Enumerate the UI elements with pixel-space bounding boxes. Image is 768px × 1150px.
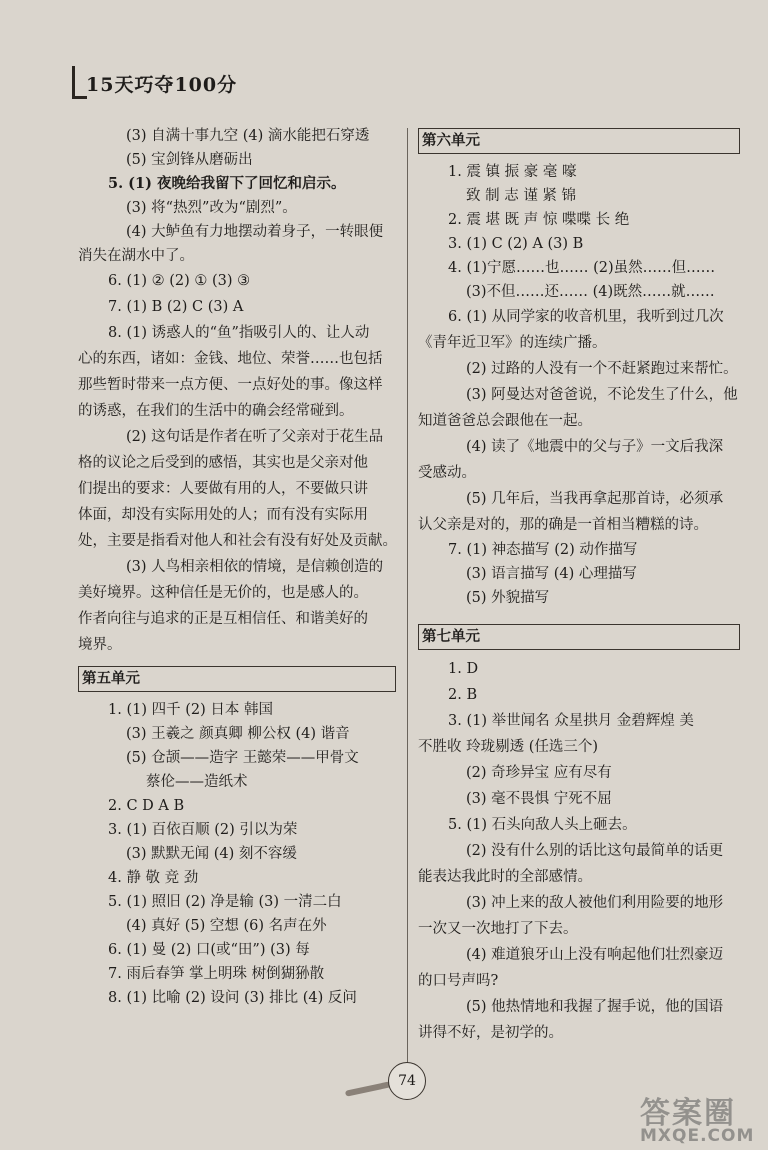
text-line: 消失在湖水中了。 <box>78 248 194 264</box>
text-line: 讲得不好，是初学的。 <box>418 1025 563 1041</box>
text-line: (2) 奇珍异宝 应有尽有 <box>466 765 612 781</box>
text-line: 7. (1) 神态描写 (2) 动作描写 <box>448 542 638 558</box>
text-line: (3) 人鸟相亲相依的情境，是信赖创造的 <box>126 559 384 575</box>
text-line: (3) 王羲之 颜真卿 柳公权 (4) 谐音 <box>126 726 350 742</box>
text-line: (3) 默默无闻 (4) 刻不容缓 <box>126 846 297 862</box>
text-line: 不胜收 玲珑剔透 (任选三个) <box>418 739 599 755</box>
text-line: 受感动。 <box>418 465 476 481</box>
text-line: 1. D <box>448 661 479 677</box>
text-line: 1. (1) 四千 (2) 日本 韩国 <box>108 702 273 718</box>
text-line: (5) 外貌描写 <box>466 590 550 606</box>
text-line: 境界。 <box>78 637 122 653</box>
column-divider <box>407 128 408 1073</box>
unit7-heading: 第七单元 <box>418 624 740 650</box>
text-line: (4) 难道狼牙山上没有响起他们壮烈豪迈 <box>466 947 724 963</box>
text-line: 8. (1) 比喻 (2) 设问 (3) 排比 (4) 反问 <box>108 990 357 1006</box>
text-line: 4. (1)宁愿……也…… (2)虽然……但…… <box>448 260 716 276</box>
text-line: (4) 读了《地震中的父与子》一文后我深 <box>466 439 724 455</box>
text-line: 7. (1) B (2) C (3) A <box>108 299 244 315</box>
text-line: 心的东西，诸如：金钱、地位、荣誉……也包括 <box>78 351 383 367</box>
text-line: 体面，却没有实际用处的人；而有没有实际用 <box>78 507 368 523</box>
text-line: (4) 真好 (5) 空想 (6) 名声在外 <box>126 918 327 934</box>
text-line: 《青年近卫军》的连续广播。 <box>418 335 607 351</box>
text-line: 处，主要是指看对他人和社会有没有好处及贡献。 <box>78 533 397 549</box>
text-line: 2. B <box>448 687 478 703</box>
text-line: 致 制 志 谨 紧 锦 <box>466 188 577 204</box>
left-column <box>78 124 396 1010</box>
book-header <box>72 64 302 104</box>
text-line: (5) 几年后，当我再拿起那首诗，必须承 <box>466 491 724 507</box>
unit5-heading: 第五单元 <box>78 666 396 692</box>
text-line: 5. (1) 夜晚给我留下了回忆和启示。 <box>108 175 346 192</box>
text-line: 4. 静 敬 竞 劲 <box>108 870 199 886</box>
text-line: (4) 大鲈鱼有力地摆动着身子，一转眼便 <box>126 224 384 240</box>
text-line: (2) 过路的人没有一个不赶紧跑过来帮忙。 <box>466 361 738 377</box>
text-line: (3) 语言描写 (4) 心理描写 <box>466 566 637 582</box>
text-line: 5. (1) 石头向敌人头上砸去。 <box>448 817 637 833</box>
watermark-logo: 答案圈 <box>640 1096 736 1131</box>
text-line: 6. (1) ② (2) ① (3) ③ <box>108 273 251 289</box>
text-line: 6. (1) 从同学家的收音机里，我听到过几次 <box>448 309 724 325</box>
text-line: 那些暂时带来一点方便、一点好处的事。像这样 <box>78 377 383 393</box>
text-line: 一次又一次地打了下去。 <box>418 921 578 937</box>
text-line: 作者向往与追求的正是互相信任、和谐美好的 <box>78 611 368 627</box>
text-line: 2. C D A B <box>108 798 185 814</box>
text-line: (3)不但……还…… (4)既然……就…… <box>466 284 715 300</box>
text-line: (3) 冲上来的敌人被他们利用险要的地形 <box>466 895 724 911</box>
text-line: 的诱惑，在我们的生活中的确会经常碰到。 <box>78 403 354 419</box>
text-line: 能表达我此时的全部感情。 <box>418 869 592 885</box>
text-line: 们提出的要求：人要做有用的人，不要做只讲 <box>78 481 368 497</box>
text-line: 8. (1) 诱惑人的“鱼”指吸引人的、让人动 <box>108 325 370 341</box>
text-line: 6. (1) 曼 (2) 口(或“田”) (3) 每 <box>108 942 310 958</box>
text-line: (2) 这句话是作者在听了父亲对于花生品 <box>126 429 384 445</box>
text-line: 3. (1) C (2) A (3) B <box>448 236 584 252</box>
text-line: 蔡伦——造纸术 <box>146 774 248 790</box>
right-column <box>418 124 740 1046</box>
watermark <box>640 1088 760 1148</box>
text-line: 知道爸爸总会跟他在一起。 <box>418 413 592 429</box>
unit6-heading: 第六单元 <box>418 128 740 154</box>
text-line: 2. 震 堪 既 声 惊 喋喋 长 绝 <box>448 212 630 228</box>
text-line: 3. (1) 百依百顺 (2) 引以为荣 <box>108 822 298 838</box>
watermark-site: MXQE.COM <box>640 1126 755 1146</box>
text-line: 美好境界。这种信任是无价的，也是感人的。 <box>78 585 368 601</box>
page-number: 74 <box>388 1062 426 1100</box>
magnifier-pen-icon <box>345 1081 391 1096</box>
text-line: 1. 震 镇 振 豪 毫 嚎 <box>448 164 577 180</box>
text-line: (5) 他热情地和我握了握手说，他的国语 <box>466 999 724 1015</box>
text-line: 5. (1) 照旧 (2) 净是输 (3) 一清二白 <box>108 894 342 910</box>
text-line: (3) 将“热烈”改为“剧烈”。 <box>126 200 297 216</box>
text-line: 3. (1) 举世闻名 众星拱月 金碧辉煌 美 <box>448 713 694 729</box>
text-line: (2) 没有什么别的话比这句最简单的话更 <box>466 843 724 859</box>
text-line: (3) 自满十事九空 (4) 滴水能把石穿透 <box>126 128 370 144</box>
text-line: (3) 阿曼达对爸爸说，不论发生了什么，他 <box>466 387 738 403</box>
text-line: (3) 毫不畏惧 宁死不屈 <box>466 791 612 807</box>
text-line: 格的议论之后受到的感悟，其实也是父亲对他 <box>78 455 368 471</box>
text-line: 的口号声吗? <box>418 973 499 989</box>
text-line: (5) 宝剑锋从磨砺出 <box>126 152 253 168</box>
header-bracket-icon <box>72 66 87 99</box>
text-line: 7. 雨后春笋 掌上明珠 树倒猢狲散 <box>108 966 325 982</box>
text-line: 认父亲是对的，那的确是一首相当糟糕的诗。 <box>418 517 708 533</box>
text-line: (5) 仓颉——造字 王懿荣——甲骨文 <box>126 750 359 766</box>
header-title: 15天巧夺100分 <box>86 74 238 96</box>
